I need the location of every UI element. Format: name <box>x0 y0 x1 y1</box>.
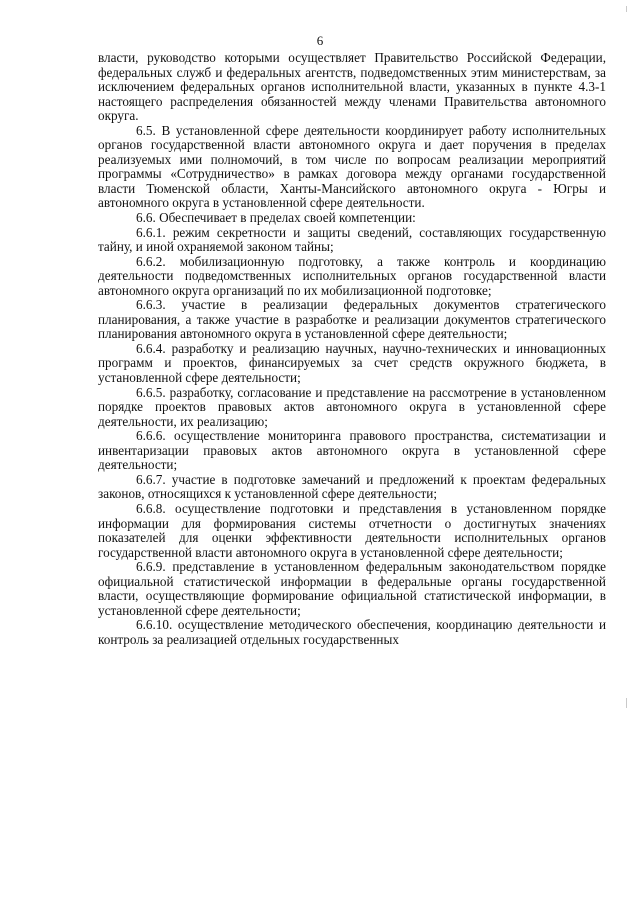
paragraph-6-6-5: 6.6.5. разработку, согласование и представление на рассмотрение в установленном порядке проектов правовых актов автономного округа в установленной сфере деятельности, их реализацию; <box>98 384 606 429</box>
paragraph-6-6-9: 6.6.9. представление в установленном федеральным законодательством порядке официальной статистической информации в федеральные органы государственной власти, осуществляющие формирование официальной статистической информации, в установленной сфере деятельности; <box>98 559 606 618</box>
paragraph-continuation: власти, руководство которыми осуществляет Правительство Российской Федерации, федеральных служб и федеральных агентств, подведомственных этим министерствам, за исключением федеральных органов исполнительной власти, указанных в пункте 4.3-1 настоящего распределения обязанностей между членами Правительства автономного округа. <box>98 50 606 124</box>
document-body <box>98 51 606 647</box>
paragraph-6-6-6: 6.6.6. осуществление мониторинга правового пространства, систематизации и инвентаризации правовых актов автономного округа в установленной сфере деятельности; <box>98 428 606 473</box>
paragraph-6-6-2: 6.6.2. мобилизационную подготовку, а также контроль и координацию деятельности подведомственных исполнительных органов государственной власти автономного округа организаций по их мобилизационной подготовке; <box>98 253 606 298</box>
paragraph-6-5: 6.5. В установленной сфере деятельности координирует работу исполнительных органов государственной власти автономного округа и дает поручения в пределах реализуемых ими полномочий, в том числе по вопросам реализации мероприятий программы «Сотрудничество» в рамках договора между органами государственной власти Тюменской области, Ханты-Мансийского автономного округа - Югры и автономного округа в установленной сфере деятельности. <box>98 122 606 211</box>
paragraph-6-6-8: 6.6.8. осуществление подготовки и представления в установленном порядке информации для формирования системы отчетности о достигнутых значениях показателей для оценки эффективности деятельности исполнительных органов государственной власти автономного округа в установленной сфере деятельности; <box>98 500 606 560</box>
paragraph-6-6-10: 6.6.10. осуществление методического обеспечения, координацию деятельности и контроль за реализацией отдельных государственных <box>98 617 606 647</box>
paragraph-6-6-1: 6.6.1. режим секретности и защиты сведений, составляющих государственную тайну, и иной охраняемой законом тайны; <box>98 224 606 255</box>
paragraph-6-6-7: 6.6.7. участие в подготовке замечаний и предложений к проектам федеральных законов, относящихся к установленной сфере деятельности; <box>98 471 606 502</box>
paragraph-6-6-3: 6.6.3. участие в реализации федеральных документов стратегического планирования, а также участие в разработке и реализации документов стратегического планирования автономного округа в установленной сфере деятельности; <box>98 297 606 342</box>
paragraph-6-6: 6.6. Обеспечивает в пределах своей компетенции: <box>136 210 416 226</box>
page-number: 6 <box>316 33 324 48</box>
scan-artifact-mark <box>626 6 627 12</box>
paragraph-6-6-4: 6.6.4. разработку и реализацию научных, научно-технических и инновационных программ и проектов, финансируемых за счет средств окружного бюджета, в установленной сфере деятельности; <box>98 340 606 386</box>
scan-artifact-mark <box>626 698 627 708</box>
